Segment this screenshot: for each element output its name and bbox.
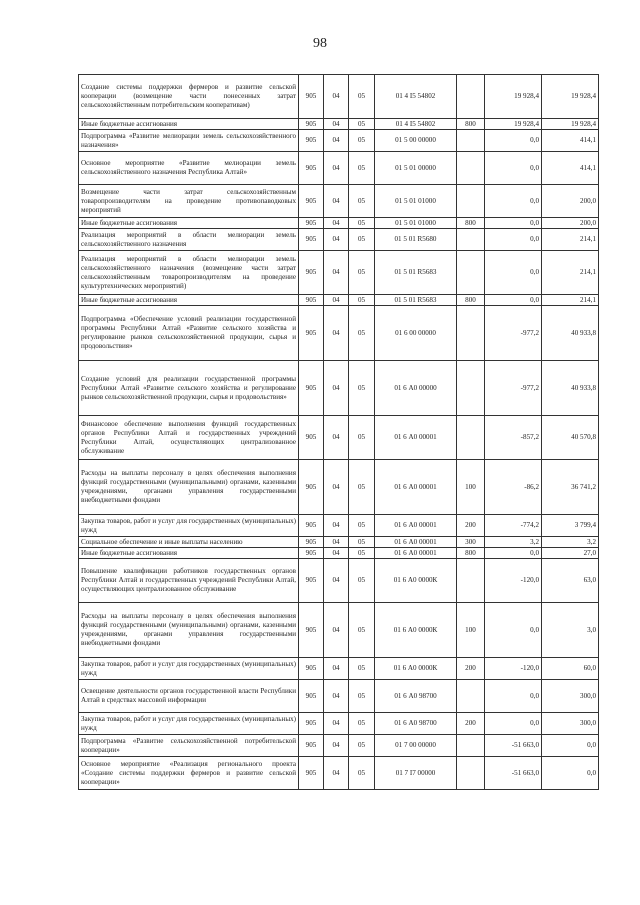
row-gr: 905 [299, 306, 324, 361]
row-name: Подпрограмма «Развитие мелиорации земель сельскохозяйственного назначения» [79, 130, 299, 152]
table-row [79, 548, 599, 559]
row-v1: 0,0 [485, 218, 542, 229]
row-gr: 905 [299, 416, 324, 460]
row-v1: 0,0 [485, 185, 542, 218]
row-pr: 05 [349, 460, 375, 515]
row-v2: 3 799,4 [542, 515, 599, 537]
row-rz: 04 [324, 460, 349, 515]
row-v2: 36 741,2 [542, 460, 599, 515]
row-pr: 05 [349, 603, 375, 658]
row-v2: 19 928,4 [542, 119, 599, 130]
row-cs: 01 5 01 00000 [375, 152, 457, 185]
row-pr: 05 [349, 218, 375, 229]
table-row [79, 460, 599, 515]
row-vr: 300 [457, 537, 485, 548]
table-row [79, 185, 599, 218]
row-v1: 0,0 [485, 152, 542, 185]
row-name: Освещение деятельности органов государственной власти Республики Алтай в средствах массовой информации [79, 680, 299, 713]
row-v1: -120,0 [485, 658, 542, 680]
row-v1: 19 928,4 [485, 119, 542, 130]
row-gr: 905 [299, 603, 324, 658]
row-vr: 800 [457, 548, 485, 559]
row-gr: 905 [299, 658, 324, 680]
row-rz: 04 [324, 680, 349, 713]
row-v1: -51 663,0 [485, 735, 542, 757]
row-pr: 05 [349, 152, 375, 185]
table-row [79, 295, 599, 306]
table-row [79, 713, 599, 735]
row-v1: -120,0 [485, 559, 542, 603]
row-cs: 01 5 01 01000 [375, 218, 457, 229]
row-vr: 800 [457, 295, 485, 306]
row-rz: 04 [324, 559, 349, 603]
row-pr: 05 [349, 757, 375, 790]
row-gr: 905 [299, 757, 324, 790]
row-cs: 01 6 А0 00000 [375, 361, 457, 416]
row-vr [457, 75, 485, 119]
row-v2: 0,0 [542, 735, 599, 757]
row-pr: 05 [349, 251, 375, 295]
row-pr: 05 [349, 361, 375, 416]
row-name: Закупка товаров, работ и услуг для государственных (муниципальных) нужд [79, 658, 299, 680]
row-cs: 01 6 А0 0000К [375, 658, 457, 680]
row-v1: 0,0 [485, 680, 542, 713]
row-cs: 01 6 А0 00001 [375, 460, 457, 515]
row-vr: 100 [457, 460, 485, 515]
row-rz: 04 [324, 515, 349, 537]
row-rz: 04 [324, 713, 349, 735]
table-row [79, 229, 599, 251]
row-rz: 04 [324, 130, 349, 152]
row-v1: 0,0 [485, 713, 542, 735]
row-v1: -977,2 [485, 306, 542, 361]
row-gr: 905 [299, 680, 324, 713]
row-cs: 01 5 00 00000 [375, 130, 457, 152]
row-v1: 0,0 [485, 548, 542, 559]
row-rz: 04 [324, 537, 349, 548]
row-name: Расходы на выплаты персоналу в целях обеспечения выполнения функций государственными (муниципальными) органами, казенными учреждениями, органами управления государственными внебюджетными фондами [79, 603, 299, 658]
row-v1: -86,2 [485, 460, 542, 515]
row-name: Закупка товаров, работ и услуг для государственных (муниципальных) нужд [79, 515, 299, 537]
row-rz: 04 [324, 75, 349, 119]
row-vr: 200 [457, 713, 485, 735]
row-v1: 0,0 [485, 229, 542, 251]
row-rz: 04 [324, 416, 349, 460]
row-gr: 905 [299, 295, 324, 306]
row-vr [457, 229, 485, 251]
row-name: Подпрограмма «Обеспечение условий реализации государственной программы Республики Алтай «Развитие сельского хозяйства и регулирование рынков сельскохозяйственной продукции, сырья и продовольствия» [79, 306, 299, 361]
row-cs: 01 7 00 00000 [375, 735, 457, 757]
row-vr: 200 [457, 515, 485, 537]
row-v2: 300,0 [542, 680, 599, 713]
table-row [79, 416, 599, 460]
row-name: Иные бюджетные ассигнования [79, 548, 299, 559]
table-row [79, 130, 599, 152]
table-row [79, 306, 599, 361]
row-v2: 300,0 [542, 713, 599, 735]
row-vr: 800 [457, 119, 485, 130]
row-v2: 214,1 [542, 295, 599, 306]
row-name: Иные бюджетные ассигнования [79, 218, 299, 229]
row-rz: 04 [324, 361, 349, 416]
row-gr: 905 [299, 251, 324, 295]
table-row [79, 361, 599, 416]
row-cs: 01 6 А0 0000К [375, 559, 457, 603]
row-pr: 05 [349, 548, 375, 559]
row-pr: 05 [349, 185, 375, 218]
row-pr: 05 [349, 713, 375, 735]
table-row [79, 119, 599, 130]
row-cs: 01 5 01 R5683 [375, 295, 457, 306]
row-rz: 04 [324, 119, 349, 130]
row-vr [457, 735, 485, 757]
row-v2: 3,0 [542, 603, 599, 658]
row-rz: 04 [324, 295, 349, 306]
table-row [79, 559, 599, 603]
row-name: Создание системы поддержки фермеров и развитие сельской кооперации (возмещение части понесенных затрат сельскохозяйственным потребительским кооперативам) [79, 75, 299, 119]
row-cs: 01 6 А0 98700 [375, 713, 457, 735]
row-v2: 60,0 [542, 658, 599, 680]
table-row [79, 218, 599, 229]
row-cs: 01 4 I5 54802 [375, 119, 457, 130]
row-pr: 05 [349, 75, 375, 119]
row-rz: 04 [324, 548, 349, 559]
table-row [79, 152, 599, 185]
row-cs: 01 5 01 01000 [375, 185, 457, 218]
row-rz: 04 [324, 757, 349, 790]
row-v2: 19 928,4 [542, 75, 599, 119]
row-rz: 04 [324, 735, 349, 757]
row-gr: 905 [299, 229, 324, 251]
row-cs: 01 6 А0 00001 [375, 515, 457, 537]
row-v2: 200,0 [542, 218, 599, 229]
row-vr [457, 130, 485, 152]
row-vr [457, 361, 485, 416]
row-cs: 01 4 I5 54802 [375, 75, 457, 119]
row-v2: 40 933,8 [542, 306, 599, 361]
row-v1: 0,0 [485, 295, 542, 306]
row-gr: 905 [299, 548, 324, 559]
row-pr: 05 [349, 680, 375, 713]
table-row [79, 537, 599, 548]
row-cs: 01 6 А0 00001 [375, 537, 457, 548]
table-row [79, 75, 599, 119]
row-vr [457, 559, 485, 603]
row-v2: 27,0 [542, 548, 599, 559]
row-v1: 19 928,4 [485, 75, 542, 119]
budget-table [78, 74, 599, 790]
row-gr: 905 [299, 218, 324, 229]
row-gr: 905 [299, 75, 324, 119]
row-gr: 905 [299, 460, 324, 515]
row-rz: 04 [324, 658, 349, 680]
row-v2: 214,1 [542, 251, 599, 295]
row-v1: 0,0 [485, 251, 542, 295]
row-vr: 200 [457, 658, 485, 680]
row-name: Возмещение части затрат сельскохозяйственным товаропроизводителям на проведение противопаводковых мероприятий [79, 185, 299, 218]
row-vr [457, 416, 485, 460]
row-v2: 200,0 [542, 185, 599, 218]
row-gr: 905 [299, 185, 324, 218]
row-rz: 04 [324, 152, 349, 185]
row-v2: 414,1 [542, 130, 599, 152]
row-v2: 214,1 [542, 229, 599, 251]
row-name: Социальное обеспечение и иные выплаты населению [79, 537, 299, 548]
row-gr: 905 [299, 152, 324, 185]
row-pr: 05 [349, 537, 375, 548]
row-rz: 04 [324, 218, 349, 229]
row-v2: 40 933,8 [542, 361, 599, 416]
row-gr: 905 [299, 361, 324, 416]
row-vr [457, 251, 485, 295]
row-v1: -774,2 [485, 515, 542, 537]
row-pr: 05 [349, 119, 375, 130]
table-row [79, 251, 599, 295]
row-name: Расходы на выплаты персоналу в целях обеспечения выполнения функций государственными (муниципальными) органами, казенными учреждениями, органами управления государственными внебюджетными фондами [79, 460, 299, 515]
row-vr: 100 [457, 603, 485, 658]
row-gr: 905 [299, 735, 324, 757]
row-cs: 01 6 А0 98700 [375, 680, 457, 713]
row-v1: 0,0 [485, 603, 542, 658]
row-gr: 905 [299, 130, 324, 152]
row-rz: 04 [324, 185, 349, 218]
table-row [79, 680, 599, 713]
row-pr: 05 [349, 306, 375, 361]
row-v2: 414,1 [542, 152, 599, 185]
row-pr: 05 [349, 559, 375, 603]
row-rz: 04 [324, 306, 349, 361]
row-v2: 3,2 [542, 537, 599, 548]
row-v1: 0,0 [485, 130, 542, 152]
row-v2: 63,0 [542, 559, 599, 603]
row-name: Закупка товаров, работ и услуг для государственных (муниципальных) нужд [79, 713, 299, 735]
row-v1: -977,2 [485, 361, 542, 416]
row-pr: 05 [349, 515, 375, 537]
row-gr: 905 [299, 537, 324, 548]
row-rz: 04 [324, 603, 349, 658]
row-vr [457, 152, 485, 185]
row-rz: 04 [324, 229, 349, 251]
row-cs: 01 6 А0 00001 [375, 548, 457, 559]
row-v1: 3,2 [485, 537, 542, 548]
row-vr [457, 680, 485, 713]
row-cs: 01 5 01 R5680 [375, 229, 457, 251]
row-name: Создание условий для реализации государственной программы Республики Алтай «Развитие сельского хозяйства и регулирование рынков сельскохозяйственной продукции, сырья и продовольствия» [79, 361, 299, 416]
row-cs: 01 7 I7 00000 [375, 757, 457, 790]
table-row [79, 735, 599, 757]
row-pr: 05 [349, 229, 375, 251]
row-pr: 05 [349, 295, 375, 306]
row-vr: 800 [457, 218, 485, 229]
row-pr: 05 [349, 735, 375, 757]
row-cs: 01 6 А0 00001 [375, 416, 457, 460]
row-pr: 05 [349, 658, 375, 680]
row-name: Реализация мероприятий в области мелиорации земель сельскохозяйственного назначения (возмещение части затрат сельскохозяйственным товаропроизводителям на проведение культуртехнических мероприятий) [79, 251, 299, 295]
table-row [79, 603, 599, 658]
row-pr: 05 [349, 130, 375, 152]
row-name: Повышение квалификации работников государственных органов Республики Алтай и государственных учреждений Республики Алтай, осуществляющих централизованное обслуживание [79, 559, 299, 603]
row-vr [457, 757, 485, 790]
row-pr: 05 [349, 416, 375, 460]
row-name: Финансовое обеспечение выполнения функций государственных органов Республики Алтай и государственных учреждений Республики Алтай, осуществляющих централизованное обслуживание [79, 416, 299, 460]
row-v2: 0,0 [542, 757, 599, 790]
table-row [79, 757, 599, 790]
row-gr: 905 [299, 515, 324, 537]
row-cs: 01 6 А0 0000К [375, 603, 457, 658]
row-v2: 40 570,8 [542, 416, 599, 460]
row-gr: 905 [299, 713, 324, 735]
row-name: Иные бюджетные ассигнования [79, 295, 299, 306]
page-number: 98 [313, 36, 327, 51]
row-v1: -857,2 [485, 416, 542, 460]
row-name: Подпрограмма «Развитие сельскохозяйственной потребительской кооперации» [79, 735, 299, 757]
row-v1: -51 663,0 [485, 757, 542, 790]
row-gr: 905 [299, 119, 324, 130]
row-name: Основное мероприятие «Реализация регионального проекта «Создание системы поддержки фермеров и развитие сельской кооперации» [79, 757, 299, 790]
row-name: Основное мероприятие «Развитие мелиорации земель сельскохозяйственного назначения Республика Алтай» [79, 152, 299, 185]
row-cs: 01 5 01 R5683 [375, 251, 457, 295]
row-vr [457, 306, 485, 361]
row-name: Иные бюджетные ассигнования [79, 119, 299, 130]
table-row [79, 658, 599, 680]
row-rz: 04 [324, 251, 349, 295]
table-row [79, 515, 599, 537]
row-name: Реализация мероприятий в области мелиорации земель сельскохозяйственного назначения [79, 229, 299, 251]
row-gr: 905 [299, 559, 324, 603]
row-vr [457, 185, 485, 218]
row-cs: 01 6 00 00000 [375, 306, 457, 361]
